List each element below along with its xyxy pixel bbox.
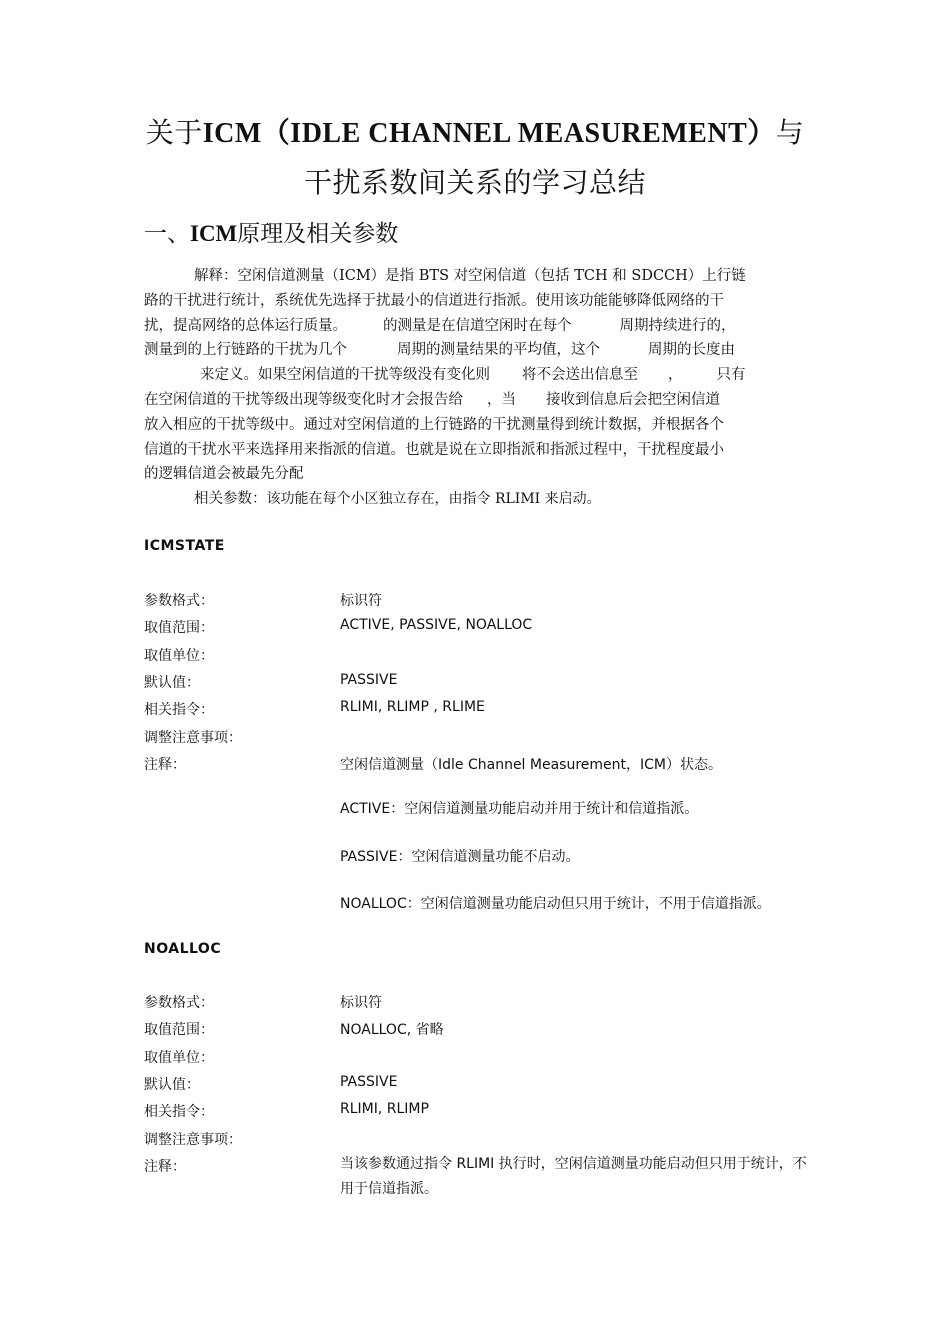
explanation-line: 路的干扰进行统计，系统优先选择于扰最小的信道进行指派。使用该功能能够降低网络的干 [144,292,724,309]
explanation-line: 在空闲信道的干扰等级出现等级变化时才会报告给 ，当 接收到信息后会把空闲信道 [144,391,720,408]
explanation-line: 的逻辑信道会被最先分配 [144,466,304,483]
value-format: 标识符 [340,995,382,1011]
label-unit: 取值单位： [144,1050,214,1066]
value-default: PASSIVE [340,672,398,688]
title-suffix: 与 [775,116,805,149]
label-range: 取值范围： [144,620,214,636]
param-title-noalloc: NOALLOC [144,941,222,957]
label-unit: 取值单位： [144,648,214,664]
value-remark: 空闲信道测量（Idle Channel Measurement，ICM）状态。 [340,757,722,773]
document-title-line1 [0,108,950,159]
value-default: PASSIVE [340,1074,398,1090]
label-remark: 注释： [144,757,186,773]
value-passive-desc: PASSIVE：空闲信道测量功能不启动。 [340,849,580,865]
explanation-line: 信道的干扰水平来选择用来指派的信道。也就是说在立即指派和指派过程中，干扰程度最小 [144,441,724,458]
title-prefix: 关于 [145,116,203,149]
explanation-paragraph [144,264,810,512]
value-active-desc: ACTIVE：空闲信道测量功能启动并用于统计和信道指派。 [340,801,699,817]
value-commands: RLIMI, RLIMP [340,1101,429,1117]
section-bold: ICM [190,221,238,246]
value-noalloc-desc: NOALLOC：空闲信道测量功能启动但只用于统计，不用于信道指派。 [340,896,771,912]
param-title-icmstate: ICMSTATE [144,538,225,554]
title-bold: ICM（IDLE CHANNEL MEASUREMENT） [202,118,776,149]
explanation-line: 来定义。如果空闲信道的干扰等级没有变化则 将不会送出信息至 ， 只有 [200,367,746,384]
value-range: NOALLOC, 省略 [340,1022,444,1038]
value-commands: RLIMI, RLIMP , RLIME [340,699,485,715]
document-title-line2: 干扰系数间关系的学习总结 [303,166,646,199]
explanation-line: 解释：空闲信道测量（ICM）是指 BTS 对空闲信道（包括 TCH 和 SDCCH）上行链 [194,268,746,284]
label-commands: 相关指令： [144,1104,214,1120]
related-params-line: 相关参数：该功能在每个小区独立存在，由指令 RLIMI 来启动。 [194,491,601,508]
explanation-line: 放入相应的干扰等级中。通过对空闲信道的上行链路的干扰测量得到统计数据，并根据各个 [144,416,724,433]
label-commands: 相关指令： [144,702,214,718]
section-number: 一、 [144,221,190,247]
label-default: 默认值： [144,675,200,691]
value-remark: 当该参数通过指令 RLIMI 执行时，空闲信道测量功能启动但只用于统计，不用于信道指派。 [340,1156,807,1197]
label-format: 参数格式： [144,593,214,609]
value-format: 标识符 [340,593,382,609]
label-notes: 调整注意事项： [144,1132,242,1148]
label-default: 默认值： [144,1077,200,1093]
explanation-line: 测量到的上行链路的干扰为几个 周期的测量结果的平均值，这个 周期的长度由 [144,342,735,359]
label-format: 参数格式： [144,995,214,1011]
label-range: 取值范围： [144,1022,214,1038]
label-remark: 注释： [144,1159,186,1175]
section-rest: 原理及相关参数 [237,221,399,247]
value-range: ACTIVE, PASSIVE, NOALLOC [340,617,533,633]
explanation-line: 扰，提高网络的总体运行质量。 的测量是在信道空闲时在每个 周期持续进行的， [144,317,736,334]
section-heading [144,214,398,254]
label-notes: 调整注意事项： [144,730,242,746]
